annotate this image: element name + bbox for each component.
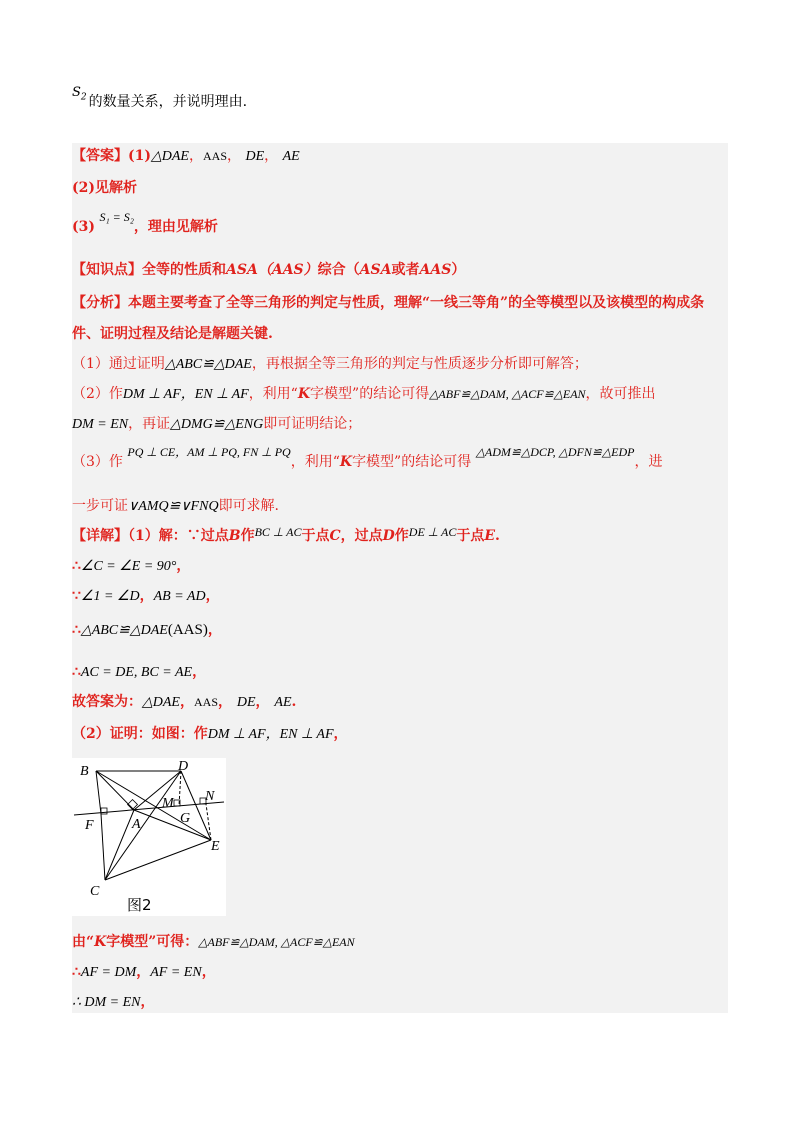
intro-text: 的数量关系，并说明理由. (88, 94, 248, 110)
detail-line-1: 【详解】（1）解：∵过点B作BC ⊥ AC于点C，过点D作DE ⊥ AC于点E. (72, 525, 500, 544)
figure-2 (72, 758, 226, 916)
intro-line (72, 85, 248, 118)
analysis-line-2: 件、证明过程及结论是解题关键. (72, 326, 273, 342)
answer-tag: 【答案】 (72, 148, 128, 164)
answer-line-3: (3) S₁ = S₂，理由见解析 (72, 210, 218, 235)
analysis-line-7: 一步可证∨AMQ≌∨FNQ即可求解. (72, 498, 280, 514)
detail-line-6: 故答案为：△DAE，AAS， DE， AE. (72, 694, 297, 710)
figure-caption: 图2 (127, 896, 152, 914)
right-angle-f (101, 808, 107, 814)
geometry-diagram (72, 758, 226, 916)
label-n: N (205, 789, 215, 804)
label-c: C (90, 884, 100, 899)
detail-line-8: 由“K字模型”可得：△ABF≌△DAM, △ACF≌△EAN (72, 934, 355, 950)
analysis-line-5: DM = EN，再证△DMG≌△ENG即可证明结论； (72, 416, 362, 432)
detail-line-4: ∴△ABC≌△DAE(AAS)， (72, 622, 222, 638)
answer-line-1: 【答案】(1)△DAE，AAS， DE， AE (72, 148, 300, 164)
detail-line-3: ∵∠1 = ∠D，AB = AD， (72, 588, 220, 604)
detail-line-5: ∴AC = DE, BC = AE， (72, 664, 207, 680)
label-b: B (80, 764, 89, 779)
answer-line-2: (2)见解析 (72, 180, 137, 196)
label-d: D (178, 759, 189, 774)
segment-bf (96, 771, 101, 814)
detail-line-7: （2）证明：如图：作DM ⊥ AF，EN ⊥ AF， (72, 726, 348, 742)
detail-line-2: ∴∠C = ∠E = 90°， (72, 558, 191, 574)
label-m: M (162, 796, 174, 811)
segment-fc (101, 814, 105, 880)
segment-be (96, 771, 211, 840)
knowledge-line: 【知识点】全等的性质和ASA（AAS）综合（ASA或者AAS） (72, 262, 466, 278)
segment-ce (105, 840, 211, 880)
analysis-line-6: （3）作 PQ ⊥ CE，AM ⊥ PQ, FN ⊥ PQ，利用“K字模型”的结论可得 △ADM≌△DCP, △DFN≌△EDP，进 (72, 445, 663, 470)
label-g: G (180, 811, 191, 826)
analysis-line-4: （2）作DM ⊥ AF，EN ⊥ AF，利用“K字模型”的结论可得△ABF≌△DAM, △ACF≌△EAN，故可推出 (72, 386, 656, 402)
analysis-line-3: （1）通过证明△ABC≌△DAE，再根据全等三角形的判定与性质逐步分析即可解答； (72, 356, 588, 372)
s2-symbol: $S_2$ (72, 85, 87, 103)
label-e: E (211, 839, 220, 854)
segment-cd (105, 771, 181, 880)
detail-line-9: ∴AF = DM，AF = EN， (72, 964, 216, 980)
label-f: F (85, 818, 94, 833)
analysis-line-1: 【分析】本题主要考查了全等三角形的判定与性质，理解“一线三等角”的全等模型以及该模型的构成条 (72, 295, 705, 311)
detail-line-10: ∴ DM = EN， (72, 994, 155, 1010)
label-a: A (132, 817, 141, 832)
